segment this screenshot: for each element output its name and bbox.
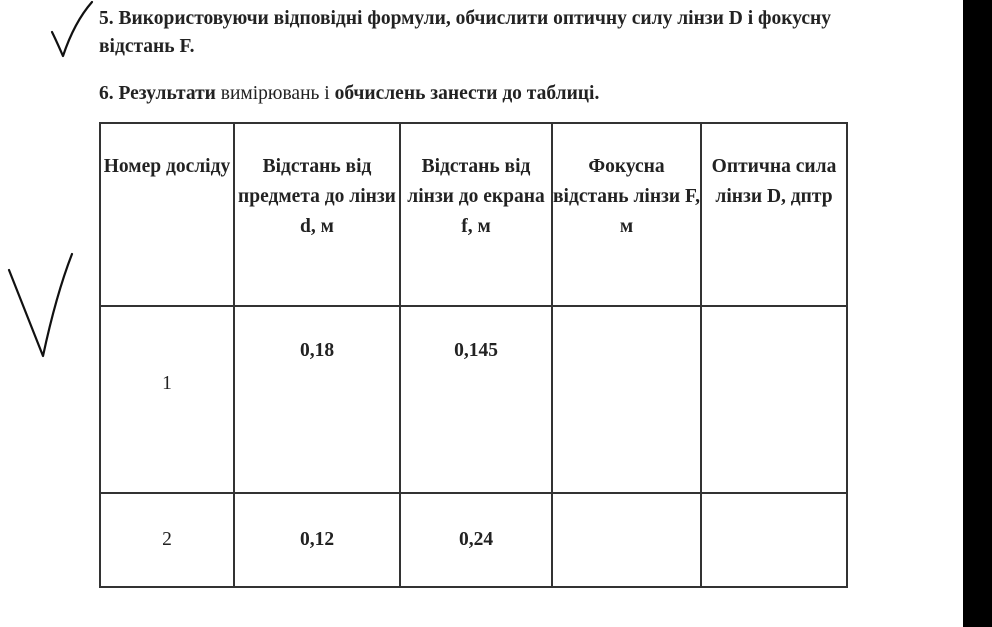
header-optical-power: Оптична сила лінзи D, дптр: [701, 123, 847, 306]
handwritten-checkmark-icon: [50, 0, 100, 62]
task-6-part-3: обчислень занести до таблиці.: [334, 83, 600, 104]
cell-object-distance: 0,12: [234, 493, 400, 587]
cell-optical-power: [701, 306, 847, 493]
task-6-part-2: вимірювань і: [215, 83, 335, 104]
header-screen-distance: Відстань від лінзи до екрана f, м: [400, 123, 552, 306]
right-edge-strip: [963, 0, 992, 627]
handwritten-checkmark-icon: [6, 248, 78, 363]
header-focal-length: Фокусна відстань лінзи F, м: [552, 123, 701, 306]
task-5-text: 5. Використовуючи відповідні формули, обчислити оптичну силу лінзи D і фокусну відстань F.: [99, 8, 831, 57]
header-object-distance: Відстань від предмета до лінзи d, м: [234, 123, 400, 306]
table-row: [100, 493, 847, 587]
results-table: [99, 122, 848, 588]
cell-screen-distance: 0,24: [400, 493, 552, 587]
task-6-part-1: 6. Результати: [99, 83, 216, 104]
cell-optical-power: [701, 493, 847, 587]
header-experiment-number: Номер досліду: [100, 123, 234, 306]
table-row: [100, 306, 847, 493]
cell-experiment-number: 2: [100, 493, 234, 587]
cell-experiment-number: 1: [100, 306, 234, 493]
cell-screen-distance: 0,145: [400, 306, 552, 493]
cell-focal-length: [552, 306, 701, 493]
cell-focal-length: [552, 493, 701, 587]
table-header-row: [100, 123, 847, 306]
cell-object-distance: 0,18: [234, 306, 400, 493]
task-6-text: [99, 80, 859, 108]
